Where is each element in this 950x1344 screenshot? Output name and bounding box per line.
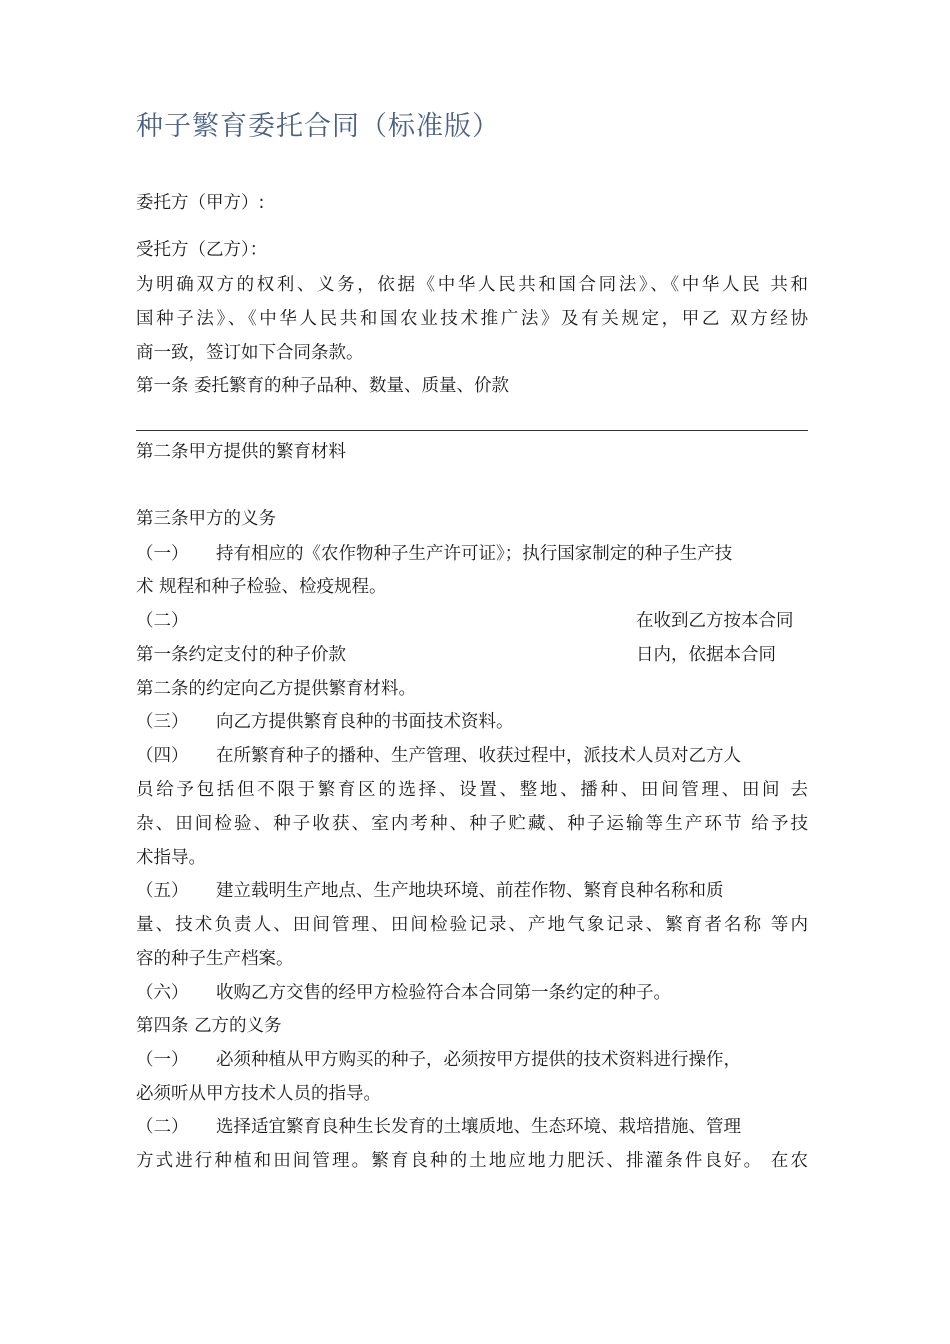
a4-item-2 xyxy=(136,1110,808,1144)
item-number: （四） xyxy=(136,746,189,766)
a3-item-5-line-3: 容的种子生产档案。 xyxy=(136,949,294,969)
article-3-heading: 第三条甲方的义务 xyxy=(136,509,276,529)
document-title: 种子繁育委托合同（标准版） xyxy=(136,111,500,142)
intro-line-1: 为明确双方的权利、义务，依据《中华人民共和国合同法》、《中华人民 共和 xyxy=(136,275,808,295)
intro-line-2: 国种子法》、《中华人民共和国农业技术推广法》及有关规定，甲乙 双方经协 xyxy=(136,309,808,329)
intro-line-3: 商一致，签订如下合同条款。 xyxy=(136,343,364,363)
a3-item-1 xyxy=(136,537,808,571)
item-text: 在所繁育种子的播种、生产管理、收获过程中，派技术人员对乙方人 xyxy=(216,746,741,766)
item-text-right: 日内，依据本合同 xyxy=(636,645,776,665)
item-number: （二） xyxy=(136,611,189,631)
a4-item-1 xyxy=(136,1043,808,1077)
article-4-heading: 第四条 乙方的义务 xyxy=(136,1016,282,1036)
item-number: （三） xyxy=(136,712,189,732)
a3-item-5-line-2: 量、技术负责人、田间管理、田间检验记录、产地气象记录、繁育者名称 等内 xyxy=(136,915,808,935)
a4-item-2-line-2: 方式进行种植和田间管理。繁育良种的土地应地力肥沃、排灌条件良好。 在农 xyxy=(136,1151,808,1171)
item-number: （一） xyxy=(136,1050,189,1070)
article-2-heading: 第二条甲方提供的繁育材料 xyxy=(136,442,346,462)
a3-item-4-line-2: 员给予包括但不限于繁育区的选择、设置、整地、播种、田间管理、田间 去 xyxy=(136,780,808,800)
blank-fill-line xyxy=(136,430,808,431)
item-text-left: 第一条约定支付的种子价款 xyxy=(136,645,346,665)
article-1-heading: 第一条 委托繁育的种子品种、数量、质量、价款 xyxy=(136,376,510,396)
item-text: 建立载明生产地点、生产地块环境、前茬作物、繁育良种名称和质 xyxy=(216,881,724,901)
a3-item-6 xyxy=(136,976,808,1010)
item-text: 收购乙方交售的经甲方检验符合本合同第一条约定的种子。 xyxy=(216,983,671,1003)
a3-item-3 xyxy=(136,705,808,739)
item-text: 选择适宜繁育良种生长发育的土壤质地、生态环境、栽培措施、管理 xyxy=(216,1117,741,1137)
a3-item-2 xyxy=(136,604,808,638)
a3-item-2-line-3: 第二条的约定向乙方提供繁育材料。 xyxy=(136,679,416,699)
item-text: 必须种植从甲方购买的种子，必须按甲方提供的技术资料进行操作， xyxy=(216,1050,741,1070)
a3-item-4-line-3: 杂、田间检验、种子收获、室内考种、种子贮藏、种子运输等生产环节 给予技 xyxy=(136,814,808,834)
a3-item-2-line-2 xyxy=(136,638,808,672)
item-number: （二） xyxy=(136,1117,189,1137)
a3-item-5 xyxy=(136,874,808,908)
item-number: （一） xyxy=(136,544,189,564)
a4-item-1-line-2: 必须听从甲方技术人员的指导。 xyxy=(136,1084,381,1104)
item-number: （六） xyxy=(136,983,189,1003)
a3-item-4-line-4: 术指导。 xyxy=(136,848,206,868)
a3-item-4 xyxy=(136,739,808,773)
item-text-right: 在收到乙方按本合同 xyxy=(636,611,794,631)
party-a-label: 委托方（甲方）: xyxy=(136,193,265,213)
item-text: 持有相应的《农作物种子生产许可证》；执行国家制定的种子生产技 xyxy=(216,544,733,564)
item-text: 向乙方提供繁育良种的书面技术资料。 xyxy=(216,712,514,732)
item-number: （五） xyxy=(136,881,189,901)
party-b-label: 受托方（乙方）： xyxy=(136,240,268,260)
a3-item-1-cont: 术 规程和种子检验、检疫规程。 xyxy=(136,577,387,597)
